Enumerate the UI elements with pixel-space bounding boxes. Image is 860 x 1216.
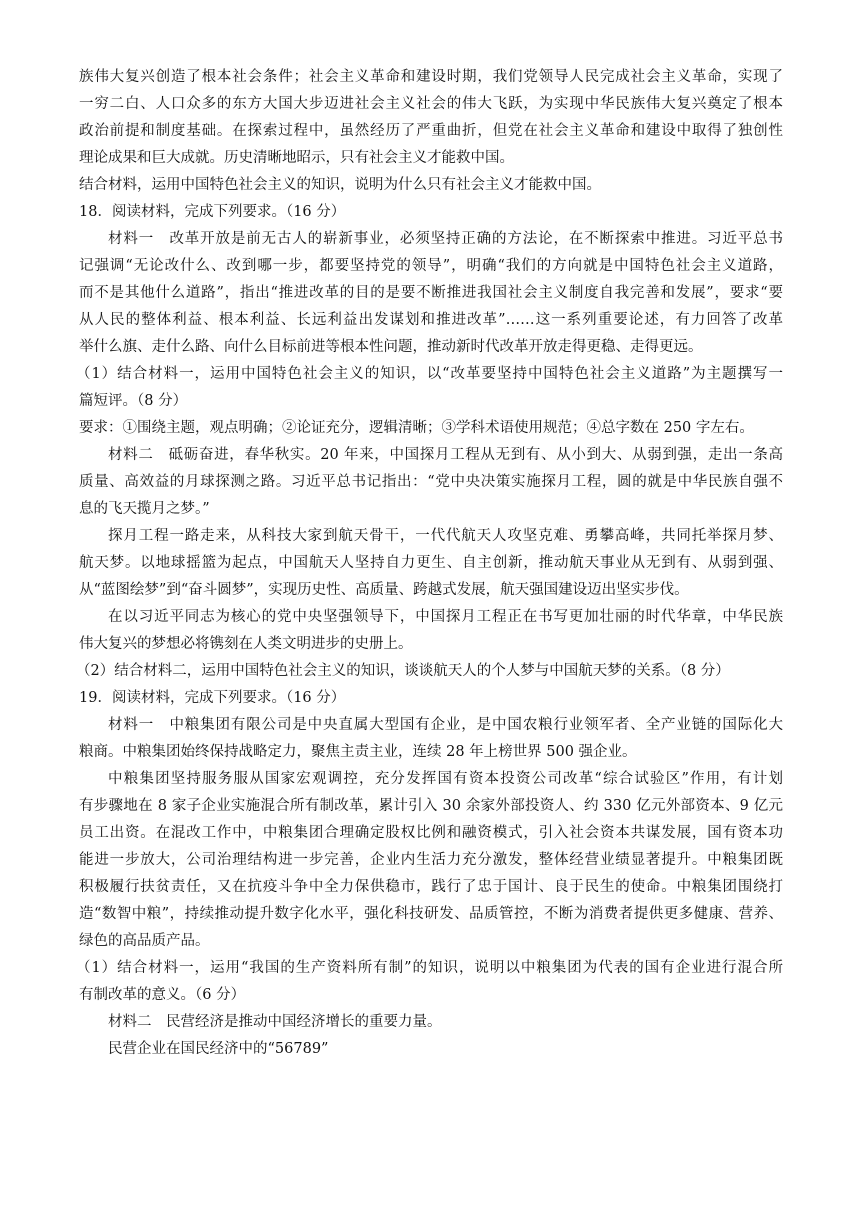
material-2-line: 探月工程一路走来，从科技大家到航天骨干，一代代航天人攻坚克难、勇攀高峰，共同托举探月梦、: [108, 528, 783, 544]
material-1-line: 积极履行扶贫责任，又在抗疫斗争中全力保供稳市，践行了忠于国计、良于民生的使命。中粮集团围绕打: [79, 879, 783, 895]
material-2-line: 质量、高效益的月球探测之路。习近平总书记指出：“党中央决策实施探月工程，圆的就是中华民族自强不: [79, 474, 783, 490]
material-1-line: 绿色的高品质产品。: [79, 933, 210, 949]
material-1-line: 材料一 改革开放是前无古人的崭新事业，必须坚持正确的方法论，在不断探索中推进。习近平总书: [108, 231, 783, 247]
material-1-line: 员工出资。在混改工作中，中粮集团合理确定股权比例和融资模式，引入社会资本共谋发展，国有资本功: [79, 825, 783, 841]
material-1-line: 有步骤地在 8 家子企业实施混合所有制改革，累计引入 30 余家外部投资人、约 330 亿元外部资本、9 亿元: [79, 798, 783, 814]
material-1-line: 能进一步放大，公司治理结构进一步完善，企业内生活力充分激发，整体经营业绩显著提升。中粮集团既: [79, 852, 783, 868]
sub-question-19-1: （1）结合材料一，运用“我国的生产资料所有制”的知识，说明以中粮集团为代表的国有企业进行混合所: [76, 960, 783, 976]
material-2-line: 息的飞天揽月之梦。”: [79, 501, 210, 517]
question-prompt: 结合材料，运用中国特色社会主义的知识，说明为什么只有社会主义才能救中国。: [79, 177, 601, 193]
material-2-line: 航天梦。以地球摇篮为起点，中国航天人坚持自力更生、自主创新，推动航天事业从无到有、从弱到强、: [79, 555, 783, 571]
sub-question-18-2: （2）结合材料二，运用中国特色社会主义的知识，谈谈航天人的个人梦与中国航天梦的关系。（8 分）: [76, 663, 730, 679]
material-1-line: 从人民的整体利益、根本利益、长远利益出发谋划和推进改革”……这一系列重要论述，有力回答了改革: [79, 312, 783, 328]
material-2-line: 民营企业在国民经济中的“56789”: [108, 1041, 329, 1057]
sub-question-19-1: 有制改革的意义。（6 分）: [79, 987, 246, 1003]
material-2-line: 在以习近平同志为核心的党中央坚强领导下，中国探月工程正在书写更加壮丽的时代华章，中华民族: [108, 609, 783, 625]
material-1-line: 材料一 中粮集团有限公司是中央直属大型国有企业，是中国农粮行业领军者、全产业链的国际化大: [108, 717, 783, 733]
paragraph-line: 政治前提和制度基础。在探索过程中，虽然经历了严重曲折，但党在社会主义革命和建设中取得了独创性: [79, 123, 783, 139]
question-18-heading: 18．阅读材料，完成下列要求。（16 分）: [79, 204, 346, 220]
material-1-line: 记强调“无论改什么、改到哪一步，都要坚持党的领导”，明确“我们的方向就是中国特色社会主义道路，: [79, 258, 783, 274]
material-1-line: 举什么旗、走什么路、向什么目标前进等根本性问题，推动新时代改革开放走得更稳、走得更远。: [79, 339, 703, 355]
material-2-line: 从“蓝图绘梦”到“奋斗圆梦”，实现历史性、高质量、跨越式发展，航天强国建设迈出坚实步伐。: [79, 582, 689, 598]
material-1-line: 造“数智中粮”，持续推动提升数字化水平，强化科技研发、品质管控，不断为消费者提供更多健康、营养、: [79, 906, 783, 922]
material-1-line: 中粮集团坚持服务服从国家宏观调控，充分发挥国有资本投资公司改革“综合试验区”作用，有计划: [108, 771, 783, 787]
material-2-line: 材料二 民营经济是推动中国经济增长的重要力量。: [108, 1014, 442, 1030]
material-1-line: 粮商。中粮集团始终保持战略定力，聚焦主责主业，连续 28 年上榜世界 500 强企业。: [79, 744, 637, 760]
sub-question-18-1: （1）结合材料一，运用中国特色社会主义的知识，以“改革要坚持中国特色社会主义道路”为主题撰写一: [76, 366, 783, 382]
paragraph-line: 族伟大复兴创造了根本社会条件；社会主义革命和建设时期，我们党领导人民完成社会主义革命，实现了: [79, 69, 783, 85]
paragraph-line: 理论成果和巨大成就。历史清晰地昭示，只有社会主义才能救中国。: [79, 150, 514, 166]
question-19-heading: 19．阅读材料，完成下列要求。（16 分）: [79, 690, 346, 706]
material-2-line: 材料二 砥砺奋进，春华秋实。20 年来，中国探月工程从无到有、从小到大、从弱到强，走出一条高: [108, 447, 783, 463]
requirements-line: 要求：①围绕主题，观点明确；②论证充分，逻辑清晰；③学科术语使用规范；④总字数在 250 字左右。: [79, 420, 754, 436]
paragraph-line: 一穷二白、人口众多的东方大国大步迈进社会主义社会的伟大飞跃，为实现中华民族伟大复兴奠定了根本: [79, 96, 783, 112]
material-1-line: 而不是其他什么道路”，指出“推进改革的目的是要不断推进我国社会主义制度自我完善和发展”，要求“要: [79, 285, 783, 301]
sub-question-18-1: 篇短评。（8 分）: [79, 393, 188, 409]
material-2-line: 伟大复兴的梦想必将镌刻在人类文明进步的史册上。: [79, 636, 413, 652]
